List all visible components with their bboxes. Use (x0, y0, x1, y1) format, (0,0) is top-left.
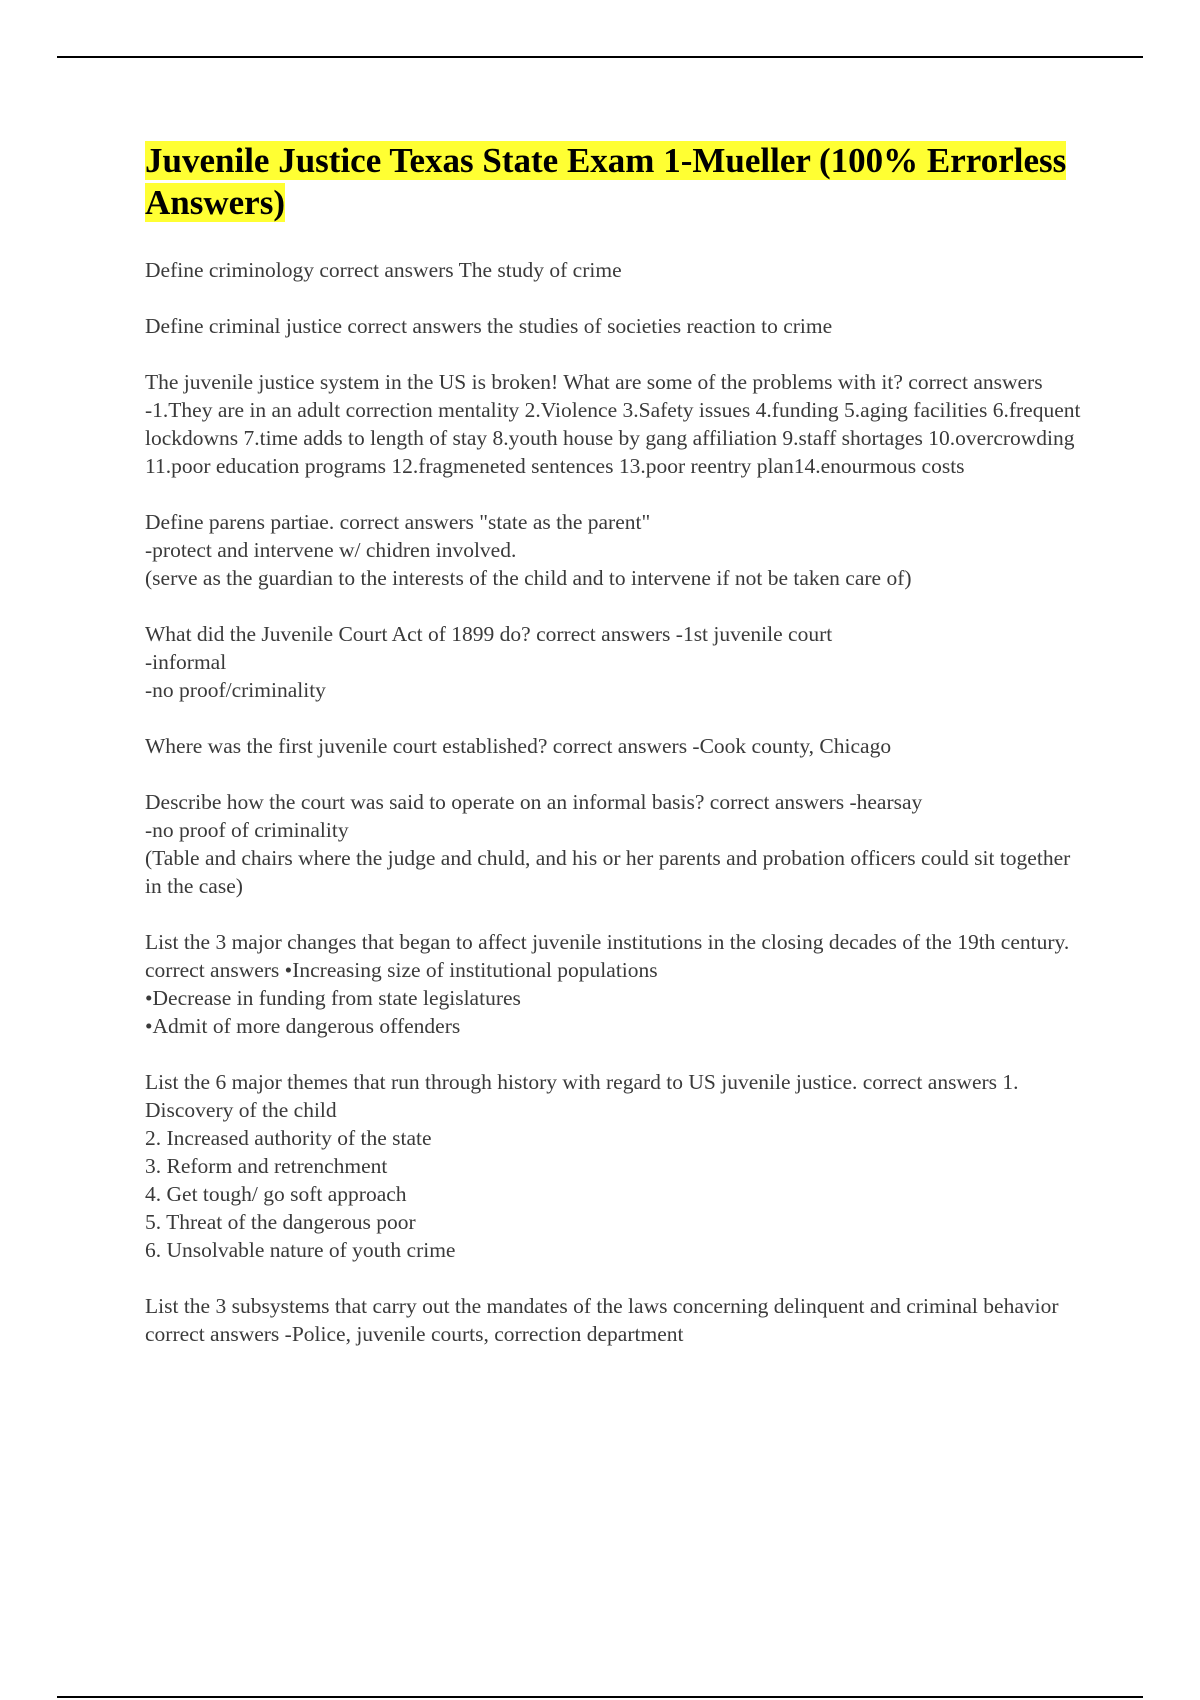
qa-item (145, 508, 1090, 592)
document-body (145, 140, 1090, 1376)
qa-line: Define criminology correct answers The study of crime (145, 258, 622, 282)
qa-line: (Table and chairs where the judge and chuld, and his or her parents and probation officers could sit together in the case) (145, 846, 1076, 898)
qa-item (145, 1068, 1090, 1264)
qa-line: List the 3 major changes that began to affect juvenile institutions in the closing decades of the 19th century. correct answers •Increasing size of institutional populations (145, 930, 1075, 982)
qa-line: •Decrease in funding from state legislatures (145, 986, 521, 1010)
top-rule (57, 56, 1143, 58)
qa-item (145, 620, 1090, 704)
qa-line: List the 3 subsystems that carry out the mandates of the laws concerning delinquent and criminal behavior correct answers -Police, juvenile courts, correction department (145, 1294, 1064, 1346)
qa-line: 4. Get tough/ go soft approach (145, 1182, 407, 1206)
qa-line: •Admit of more dangerous offenders (145, 1014, 461, 1038)
qa-item (145, 732, 1090, 760)
qa-item (145, 368, 1090, 480)
qa-line: Define parens partiae. correct answers "state as the parent" (145, 510, 651, 534)
qa-item (145, 788, 1090, 900)
qa-item (145, 256, 1090, 284)
qa-line: -protect and intervene w/ chidren involved. (145, 538, 517, 562)
qa-line: What did the Juvenile Court Act of 1899 do? correct answers -1st juvenile court (145, 622, 833, 646)
qa-line: 5. Threat of the dangerous poor (145, 1210, 416, 1234)
qa-item (145, 928, 1090, 1040)
qa-item (145, 1292, 1090, 1348)
title-highlight: Juvenile Justice Texas State Exam 1-Mueller (100% Errorless Answers) (145, 141, 1067, 222)
document-title (145, 140, 1090, 224)
bottom-rule (57, 1696, 1143, 1698)
qa-line: 2. Increased authority of the state (145, 1126, 432, 1150)
qa-line: -no proof of criminality (145, 818, 349, 842)
qa-line: 3. Reform and retrenchment (145, 1154, 388, 1178)
qa-line: 6. Unsolvable nature of youth crime (145, 1238, 456, 1262)
qa-line: List the 6 major themes that run through history with regard to US juvenile justice. correct answers 1. Discovery of the child (145, 1070, 1024, 1122)
qa-line: Define criminal justice correct answers the studies of societies reaction to crime (145, 314, 833, 338)
qa-line: Where was the first juvenile court established? correct answers -Cook county, Chicago (145, 734, 892, 758)
qa-item (145, 312, 1090, 340)
qa-line: The juvenile justice system in the US is broken! What are some of the problems with it? correct answers -1.They are in an adult correction mentality 2.Violence 3.Safety issues 4.funding 5.aging facilities 6.frequent lockdowns 7.time adds to length of stay 8.youth house by gang affiliation 9.staff shortages 10.overcrowding 11.poor education programs 12.fragmeneted sentences 13.poor reentry plan14.enourmous costs (145, 370, 1086, 478)
qa-line: -informal (145, 650, 227, 674)
qa-line: Describe how the court was said to operate on an informal basis? correct answers -hearsay (145, 790, 923, 814)
qa-line: -no proof/criminality (145, 678, 326, 702)
qa-line: (serve as the guardian to the interests of the child and to intervene if not be taken care of) (145, 566, 912, 590)
